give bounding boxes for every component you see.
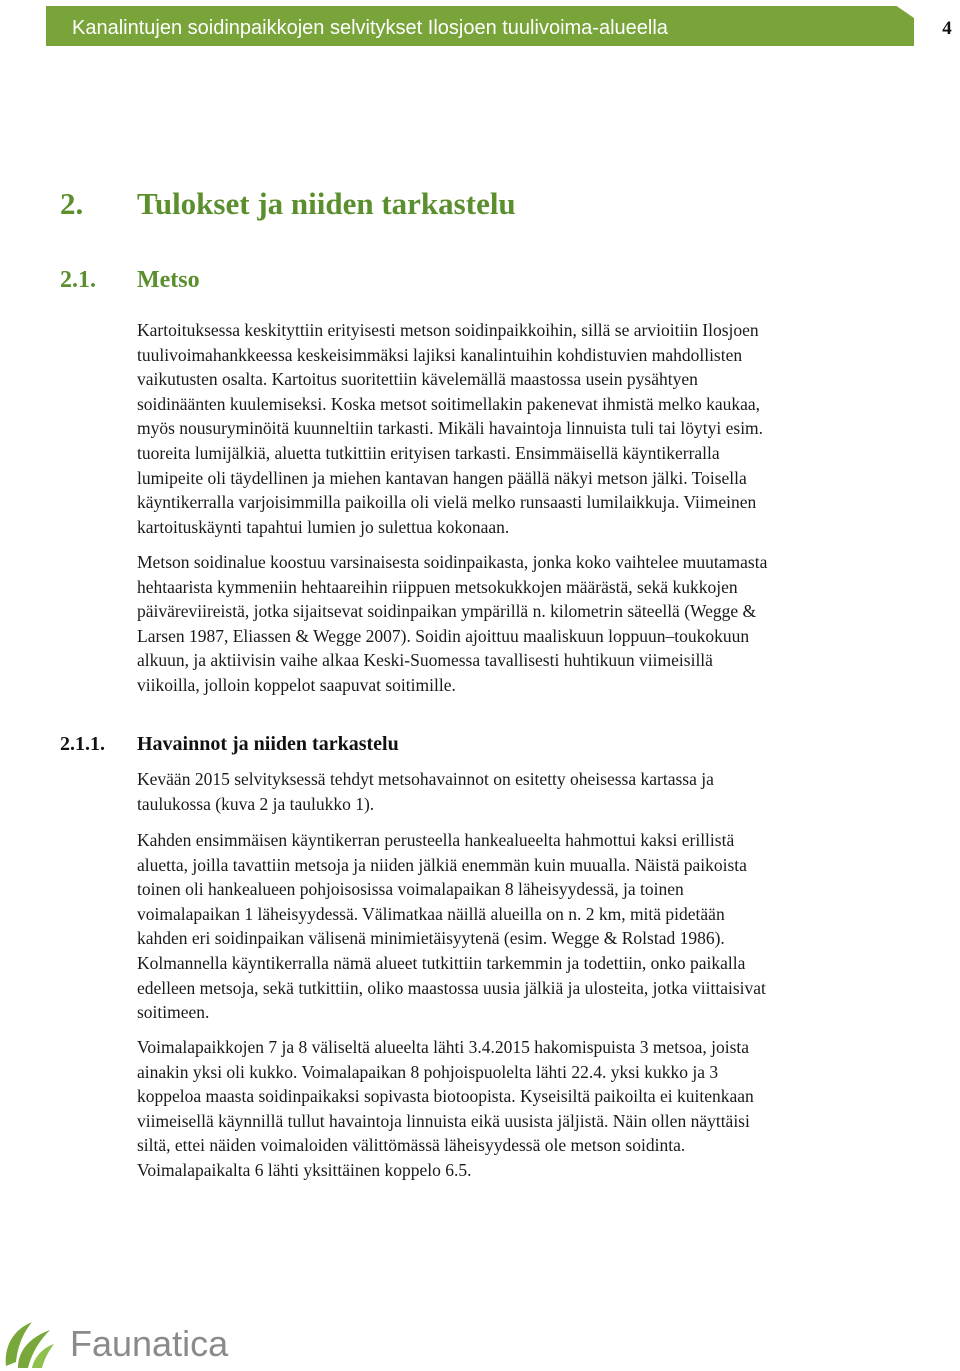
text-line: soitimeen.	[137, 1002, 210, 1023]
text-line: Kahden ensimmäisen käyntikerran perusteella hankealueelta hahmottui kaksi erillistä	[137, 830, 735, 850]
section-number: 2.1.	[60, 267, 96, 293]
text-line: Kartoituksessa keskityttiin erityisesti metson soidinpaikkoihin, sillä se arvioitiin Ilosjoen	[137, 320, 759, 340]
text-line: koppeloa maasta soidinpaikaksi sopivasta biotoopista. Kyseisiltä paikoilta ei kuitenkaan	[137, 1086, 754, 1107]
text-line: lumipeite oli täydellinen ja miehen kantavan hangen päällä näkyi metson jälki. Toisella	[137, 467, 747, 488]
text-line: voimalapaikan 1 läheisyydessä. Välimatkaa näillä alueilla on n. 2 km, mitä pidetään	[137, 903, 725, 924]
text-line: Kevään 2015 selvityksessä tehdyt metsohavainnot on esitetty oheisessa kartassa ja	[137, 769, 714, 789]
text-line: viikoilla, jolloin koppelot saapuvat soitimille.	[137, 674, 456, 695]
paragraph	[137, 1035, 913, 1183]
text-line: viimeisellä käynnillä tullut havaintoja linnuista eikä uusista jäljistä. Näin ollen näyttäisi	[137, 1110, 750, 1131]
text-line: käyntikerralla varjoisimmilla paikoilla oli vielä melko runsaasti lumilaikkuja. Viimeinen	[137, 492, 757, 513]
paragraph	[137, 318, 913, 539]
text-line: vaikutusten osalta. Kartoitus suoritettiin kävelemällä maastossa usein pysähtyen	[137, 369, 698, 390]
text-line: Voimalapaikkojen 7 ja 8 väliseltä alueelta lähti 3.4.2015 hakomispuista 3 metsoa, joista	[137, 1037, 750, 1057]
text-line: Metson soidinalue koostuu varsinaisesta soidinpaikasta, jonka koko vaihtelee muutamasta	[137, 552, 768, 572]
text-line: Kolmannella käyntikerralla nämä alueet tutkittiin tarkemmin ja todettiin, onko paikalla	[137, 952, 746, 973]
section-title: Havainnot ja niiden tarkastelu	[137, 733, 399, 755]
section-heading-2	[60, 184, 660, 224]
text-line: siltä, ettei näiden voimaloiden välittömässä läheisyydessä ole metson soidinta.	[137, 1135, 686, 1156]
footer-logo	[0, 1316, 260, 1371]
paragraph	[137, 550, 913, 698]
section-title: Tulokset ja niiden tarkastelu	[137, 186, 516, 221]
text-line: kartoituskäynti tapahtui lumien jo sulettua kokonaan.	[137, 516, 510, 537]
text-line: edelleen metsoja, sekä tutkittiin, oliko maastossa uusia jälkiä ja ulosteita, jotka viittaisivat	[137, 977, 766, 998]
text-line: alkuun, ja aktiivisin vaihe alkaa Keski-Suomessa tavallisesti huhtikuun viimeisillä	[137, 650, 713, 671]
running-header-title: Kanalintujen soidinpaikkojen selvitykset Ilosjoen tuulivoima-alueella	[72, 17, 668, 39]
text-line: aluetta, joilla tavattiin metsoja ja niiden jälkiä enemmän kuin muualla. Näistä paikoista	[137, 854, 747, 875]
text-line: päiväreviireistä, jotka sijaitsevat soidinpaikan ympärillä n. kilometrin säteellä (Wegge &	[137, 601, 757, 622]
leaf-logo-icon	[2, 1318, 56, 1370]
text-line: soidinäänten kuulemiseksi. Koska metsot soitimellakin pakenevat ihmistä melko kaukaa,	[137, 393, 761, 414]
section-number: 2.	[60, 186, 84, 221]
paragraph	[137, 767, 913, 816]
brand-name: Faunatica	[70, 1323, 229, 1364]
text-line: toinen oli hankealueen pohjoisosissa voimalapaikan 8 läheisyydessä, ja toinen	[137, 879, 684, 900]
section-number: 2.1.1.	[60, 733, 105, 755]
text-line: Larsen 1987, Eliassen & Wegge 2007). Soidin ajoittuu maaliskuun loppuun–toukokuun	[137, 625, 750, 646]
section-heading-2-1	[60, 264, 460, 296]
text-line: ainakin yksi oli kukko. Voimalapaikan 8 pohjoispuolelta lähti 22.4. yksi kukko ja 3	[137, 1061, 719, 1082]
text-line: myös nousuryminöitä kuunneltiin tarkasti. Mikäli havaintoja linnuista tuli tai löytyi esim.	[137, 418, 764, 439]
section-title: Metso	[137, 267, 200, 293]
text-line: Voimalapaikalta 6 lähti yksittäinen koppelo 6.5.	[137, 1159, 472, 1180]
text-line: tuoreita lumijälkiä, aluetta tutkittiin erityisen tarkasti. Ensimmäisellä käyntikerralla	[137, 442, 720, 463]
paragraph	[137, 828, 913, 1025]
section-heading-2-1-1	[60, 730, 560, 758]
text-line: tuulivoimahankkeessa keskeisimmäksi lajiksi kanalintuihin kohdistuvien mahdollisten	[137, 344, 743, 365]
text-line: kahden eri soidinpaikan välisenä minimietäisyytenä (esim. Wegge & Rolstad 1986).	[137, 928, 725, 949]
text-line: hehtaarista kymmeniin hehtaareihin riippuen metsokukkojen määrästä, sekä kukkojen	[137, 576, 738, 597]
text-line: taulukossa (kuva 2 ja taulukko 1).	[137, 793, 375, 814]
page-number: 4	[942, 18, 952, 39]
